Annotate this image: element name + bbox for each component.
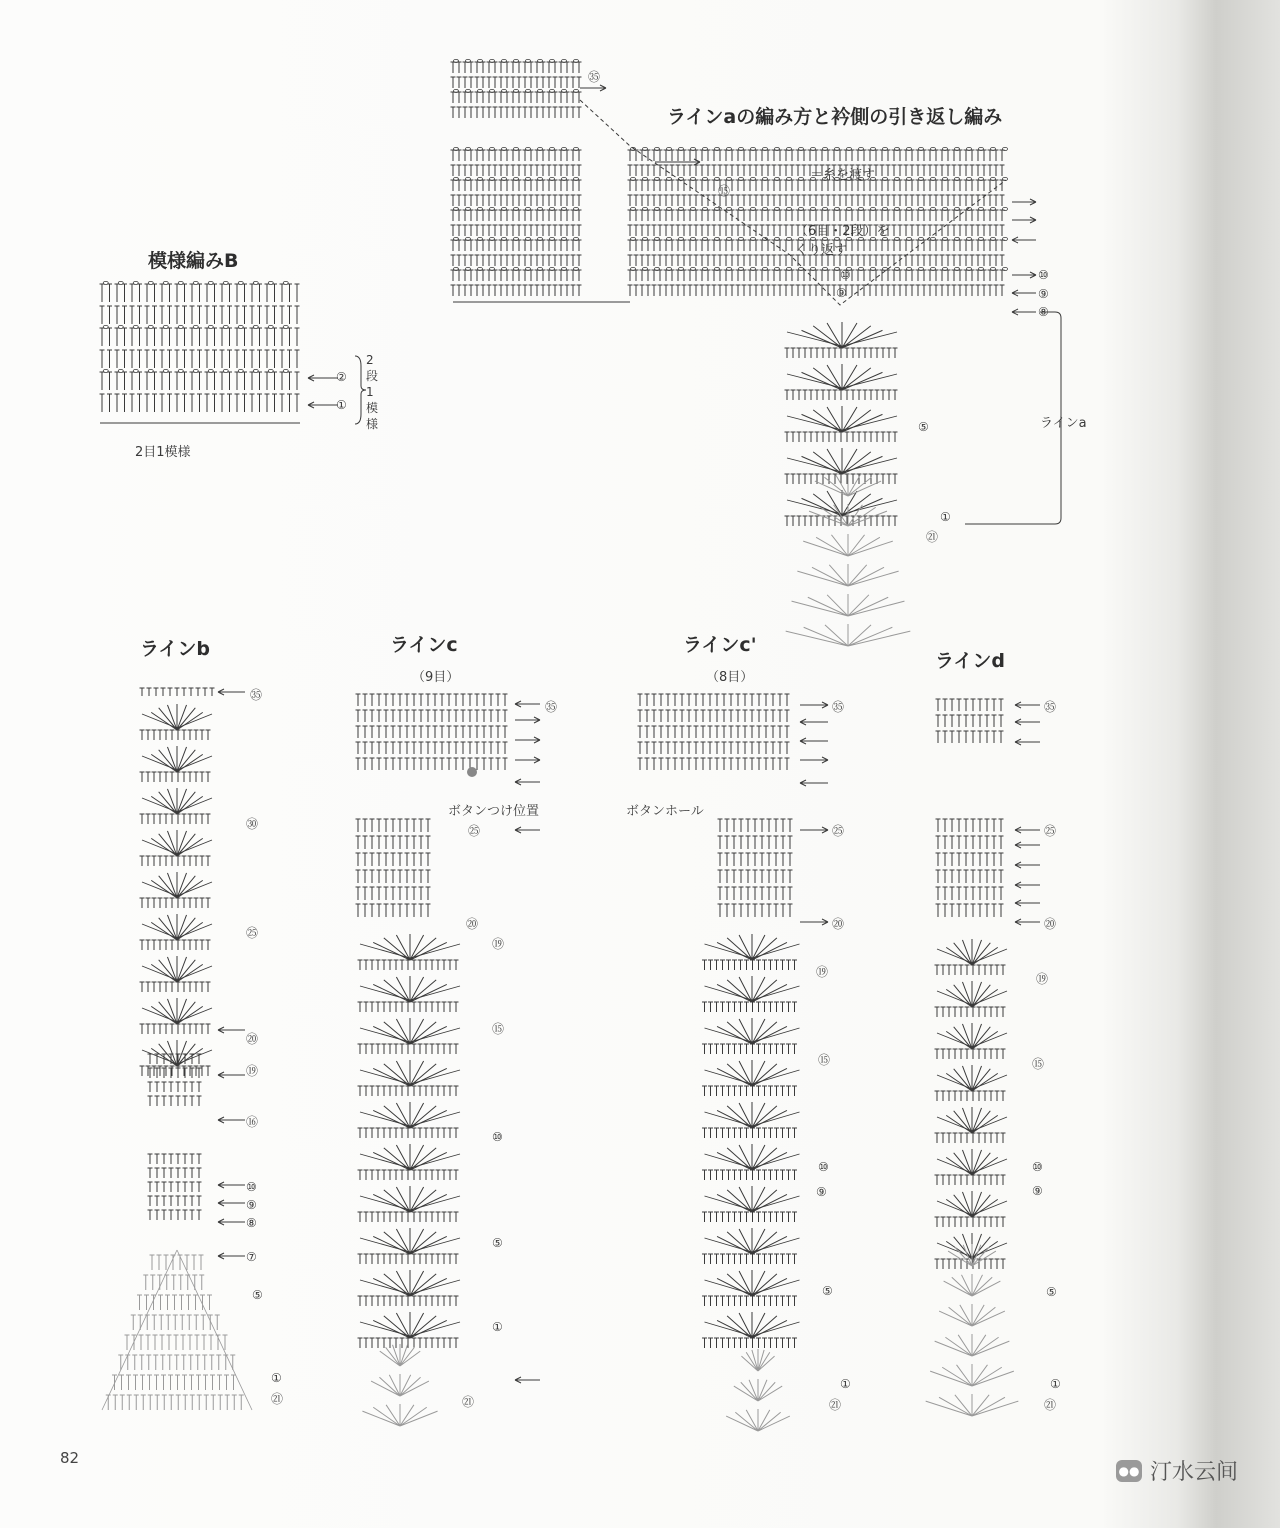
row-number: ⑩ — [246, 1180, 257, 1194]
stitch-row — [638, 710, 790, 722]
stitch-row — [148, 1154, 202, 1164]
fan-motif — [741, 1349, 774, 1371]
row-number: ① — [336, 398, 347, 412]
row-arrow — [580, 85, 606, 91]
row-number: ⑧ — [246, 1216, 257, 1230]
stitch-row — [935, 1049, 1006, 1059]
row-number: ① — [940, 510, 951, 524]
row-arrow — [308, 402, 338, 408]
fan-motif — [373, 1018, 447, 1044]
stitch-row — [100, 284, 300, 302]
row-number: ㉚ — [246, 817, 259, 831]
stitch-row — [140, 814, 211, 824]
stitch-row — [718, 870, 793, 883]
pattern-b-stitch-repeat: 2目1模様 — [135, 445, 191, 460]
button-marker — [467, 767, 477, 777]
row-number: ⑩ — [1032, 1160, 1043, 1174]
fan-motif — [802, 406, 883, 432]
stitch-row — [638, 694, 790, 706]
row-arrow — [1015, 702, 1040, 708]
stitch-row — [638, 726, 790, 738]
row-arrow — [515, 779, 540, 785]
fan-motif — [717, 976, 787, 1002]
fan-motif — [815, 474, 881, 496]
stitch-row — [112, 1375, 236, 1390]
stitch-row — [628, 195, 1005, 206]
row-arrow — [800, 780, 828, 786]
fan-motif — [373, 1186, 447, 1212]
stitch-row — [106, 1395, 244, 1410]
fan-motif — [946, 1191, 998, 1217]
row-number: ① — [1050, 1377, 1061, 1391]
row-arrow — [1015, 827, 1040, 833]
stitch-row — [936, 715, 1004, 727]
stitch-row — [358, 1002, 459, 1012]
stitch-row — [785, 474, 898, 484]
row-number: ⑳ — [246, 1032, 259, 1046]
row-arrow — [1015, 882, 1040, 888]
row-number: ⑤ — [252, 1288, 263, 1302]
row-number: ⑮ — [1032, 1057, 1045, 1071]
stitch-row — [451, 195, 582, 206]
chain-row — [631, 207, 1008, 210]
fan-motif — [373, 934, 447, 960]
row-arrow — [218, 1200, 245, 1206]
stitch-row — [718, 836, 793, 849]
chain-row — [631, 267, 1008, 270]
stitch-row — [451, 92, 582, 103]
stitch-row — [100, 394, 300, 412]
row-number: ㉑ — [462, 1395, 475, 1409]
stitch-row — [356, 836, 431, 849]
line-d-title: ラインd — [935, 650, 1006, 672]
stitch-row — [638, 742, 790, 754]
row-arrow — [800, 719, 828, 725]
stitch-row — [140, 772, 211, 782]
stitch-row — [140, 982, 211, 992]
fan-motif — [373, 1312, 447, 1338]
stitch-row — [148, 1210, 202, 1220]
row-number: ⑩ — [1038, 268, 1049, 282]
row-number: ② — [336, 370, 347, 384]
fan-motif — [926, 1394, 1019, 1416]
row-number: ⑲ — [246, 1064, 259, 1078]
fan-motif — [717, 1102, 787, 1128]
stitch-row — [356, 710, 508, 722]
stitch-row — [150, 1255, 204, 1270]
fan-motif — [717, 1228, 787, 1254]
stitch-row — [702, 1002, 797, 1012]
row-arrow — [515, 701, 540, 707]
fan-motif — [935, 1334, 1010, 1356]
fan-motif — [717, 1018, 787, 1044]
stitch-row — [356, 870, 431, 883]
stitch-row — [936, 853, 1004, 866]
fan-motif — [786, 624, 911, 646]
fan-motif — [151, 914, 203, 940]
fan-motif — [373, 976, 447, 1002]
fan-motif — [362, 1404, 437, 1426]
fan-motif — [151, 872, 203, 898]
line-c-width: （9目） — [412, 670, 460, 685]
row-number: ⑨ — [1032, 1184, 1043, 1198]
row-arrow — [1012, 309, 1036, 315]
stitch-row — [628, 150, 1005, 161]
stitch-row — [356, 904, 431, 917]
fan-motif — [726, 1409, 790, 1431]
line-c-prime-title: ラインc' — [683, 634, 757, 656]
stitch-row — [936, 699, 1004, 711]
row-number: ⑨ — [816, 1185, 827, 1199]
stitch-row — [935, 1007, 1006, 1017]
line-a-label: ラインa — [1040, 416, 1087, 431]
row-number: ⑤ — [822, 1284, 833, 1298]
row-arrow — [1015, 739, 1040, 745]
row-number: ① — [840, 1377, 851, 1391]
fan-motif — [717, 1312, 787, 1338]
stitch-row — [100, 328, 300, 346]
fan-motif — [373, 1102, 447, 1128]
row-number: ㉕ — [246, 926, 259, 940]
stitch-row — [718, 887, 793, 900]
stitch-row — [718, 853, 793, 866]
stitch-row — [638, 758, 790, 770]
stitch-row — [148, 1196, 202, 1206]
row-arrow — [800, 919, 828, 925]
row-arrow — [800, 757, 828, 763]
row-number: ⑮ — [492, 1022, 505, 1036]
stitch-row — [451, 285, 582, 296]
line-c-prime-width: （8目） — [706, 670, 754, 685]
stitch-row — [131, 1315, 220, 1330]
row-number: ㉟ — [1044, 700, 1057, 714]
stitch-row — [936, 731, 1004, 743]
row-number: ㉑ — [1044, 1398, 1057, 1412]
stitch-row — [702, 1212, 797, 1222]
stitch-row — [935, 965, 1006, 975]
stitch-row — [451, 255, 582, 266]
fan-motif — [717, 1186, 787, 1212]
fan-motif — [802, 322, 883, 348]
repeat-note-line1: （6目・2段）を — [795, 224, 890, 239]
row-number: ㉟ — [545, 700, 558, 714]
row-arrow — [800, 738, 828, 744]
fan-motif — [717, 1060, 787, 1086]
row-arrow — [1015, 900, 1040, 906]
stitch-row — [140, 940, 211, 950]
pattern-b-title: 模様編みB — [148, 250, 239, 272]
button-hole-label: ボタンホール — [626, 804, 704, 819]
fan-motif — [946, 1023, 998, 1049]
stitch-row — [148, 1096, 202, 1106]
fan-motif — [946, 939, 998, 965]
row-arrow — [1015, 919, 1040, 925]
page-number: 82 — [60, 1449, 80, 1467]
stitch-row — [140, 730, 211, 740]
row-number: ㉕ — [832, 824, 845, 838]
row-number: ⑩ — [818, 1160, 829, 1174]
row-number: ⑤ — [492, 1236, 503, 1250]
row-number: ⑲ — [1036, 972, 1049, 986]
repeat-note-line2: くり返す — [795, 243, 848, 258]
fan-motif — [946, 981, 998, 1007]
stitch-row — [451, 150, 582, 161]
stitch-row — [356, 887, 431, 900]
row-arrow — [218, 1253, 245, 1259]
line-a-method-title: ラインaの編み方と衿側の引き返し編み — [667, 106, 1003, 128]
row-number: ⑮ — [718, 184, 731, 198]
fan-motif — [792, 594, 905, 616]
fan-motif — [373, 1228, 447, 1254]
stitch-row — [935, 1091, 1006, 1101]
stitch-row — [785, 390, 898, 400]
stitch-row — [936, 887, 1004, 900]
row-number: ⑩ — [840, 268, 851, 282]
chain-row — [631, 147, 1008, 150]
stitch-row — [358, 1128, 459, 1138]
row-number: ⑳ — [1044, 917, 1057, 931]
pattern-b-row-repeat: 2段1模様 — [366, 353, 379, 431]
wechat-icon: ●● — [1116, 1460, 1142, 1482]
fan-motif — [151, 788, 203, 814]
row-arrow — [515, 1377, 540, 1383]
stitch-row — [356, 694, 508, 706]
fan-motif — [946, 1065, 998, 1091]
row-number: ㉟ — [250, 688, 263, 702]
row-number: ⑯ — [246, 1115, 259, 1129]
row-arrow — [800, 702, 828, 708]
stitch-row — [148, 1182, 202, 1192]
row-number: ① — [271, 1371, 282, 1385]
fan-motif — [809, 504, 887, 526]
stitch-row — [936, 836, 1004, 849]
stitch-row — [140, 1024, 211, 1034]
row-number: ㉕ — [1044, 824, 1057, 838]
stitch-row — [356, 726, 508, 738]
stitch-row — [451, 270, 582, 281]
row-arrow — [218, 1072, 245, 1078]
fan-motif — [802, 448, 883, 474]
stitch-row — [702, 1338, 797, 1348]
row-number: ㉑ — [829, 1398, 842, 1412]
button-position-label: ボタンつけ位置 — [448, 804, 540, 819]
stitch-row — [785, 348, 898, 358]
stitch-row — [451, 225, 582, 236]
stitch-row — [140, 898, 211, 908]
row-arrow — [1012, 217, 1036, 223]
stitch-row — [356, 742, 508, 754]
row-number: ㉟ — [588, 70, 601, 84]
stitch-row — [628, 270, 1005, 281]
yarn-legend: ＝糸を渡す — [810, 168, 876, 183]
fan-motif — [373, 1060, 447, 1086]
stitch-row — [358, 1044, 459, 1054]
row-number: ⑲ — [492, 937, 505, 951]
stitch-row — [148, 1082, 202, 1092]
fan-motif — [944, 1274, 1001, 1296]
fan-motif — [717, 934, 787, 960]
row-arrow — [218, 1182, 245, 1188]
stitch-row — [702, 1086, 797, 1096]
stitch-row — [100, 372, 300, 390]
stitch-row — [100, 306, 300, 324]
row-number: ⑧ — [1038, 305, 1049, 319]
row-number: ⑨ — [1038, 287, 1049, 301]
fan-motif — [151, 830, 203, 856]
stitch-row — [125, 1335, 228, 1350]
row-arrow — [218, 1117, 245, 1123]
row-arrow — [1012, 272, 1036, 278]
stitch-row — [718, 904, 793, 917]
stitch-row — [702, 1254, 797, 1264]
row-number: ⑨ — [246, 1198, 257, 1212]
stitch-row — [935, 1175, 1006, 1185]
row-number: ㉑ — [926, 530, 939, 544]
stitch-row — [451, 240, 582, 251]
stitch-row — [358, 960, 459, 970]
row-number: ⑮ — [818, 1053, 831, 1067]
stitch-row — [358, 1254, 459, 1264]
stitch-row — [358, 1338, 459, 1348]
line-c-title: ラインc — [390, 634, 458, 656]
bracket — [355, 356, 366, 424]
row-arrow — [218, 689, 245, 695]
stitch-row — [140, 688, 215, 696]
row-number: ① — [492, 1320, 503, 1334]
row-arrow — [1015, 862, 1040, 868]
row-number: ⑳ — [466, 917, 479, 931]
stitch-row — [148, 1168, 202, 1178]
fan-motif — [380, 1344, 420, 1366]
fan-motif — [930, 1364, 1014, 1386]
stitch-row — [451, 165, 582, 176]
fan-motif — [802, 490, 883, 516]
fan-motif — [734, 1379, 782, 1401]
fan-motif — [151, 998, 203, 1024]
fan-motif — [939, 1304, 1005, 1326]
row-number: ⑤ — [1046, 1285, 1057, 1299]
stitch-row — [451, 180, 582, 191]
fan-motif — [717, 1144, 787, 1170]
row-arrow — [515, 827, 540, 833]
fan-motif — [371, 1374, 429, 1396]
fan-motif — [717, 1270, 787, 1296]
stitch-row — [451, 210, 582, 221]
stitch-row — [358, 1296, 459, 1306]
row-arrow — [515, 717, 540, 723]
stitch-row — [702, 960, 797, 970]
fan-motif — [803, 534, 893, 556]
row-arrow — [515, 737, 540, 743]
stitch-row — [100, 350, 300, 368]
stitch-row — [936, 870, 1004, 883]
row-arrow — [1012, 290, 1036, 296]
fan-motif — [946, 1149, 998, 1175]
stitch-row — [148, 1068, 202, 1078]
stitch-row — [118, 1355, 235, 1370]
row-arrow — [218, 1219, 245, 1225]
stitch-row — [358, 1212, 459, 1222]
row-arrow — [515, 757, 540, 763]
fan-motif — [151, 956, 203, 982]
row-number: ㉑ — [271, 1392, 284, 1406]
fan-motif — [151, 1040, 203, 1066]
stitch-row — [936, 819, 1004, 832]
stitch-row — [702, 1128, 797, 1138]
stitch-row — [718, 819, 793, 832]
row-number: ㉟ — [832, 700, 845, 714]
stitch-row — [935, 1133, 1006, 1143]
row-arrow — [1015, 842, 1040, 848]
fan-motif — [797, 564, 898, 586]
stitch-row — [702, 1296, 797, 1306]
row-arrow — [1015, 719, 1040, 725]
stitch-row — [356, 819, 431, 832]
stitch-row — [702, 1170, 797, 1180]
watermark-text: 汀水云间 — [1149, 1460, 1238, 1485]
stitch-row — [358, 1170, 459, 1180]
row-number: ⑤ — [918, 420, 929, 434]
watermark — [1116, 1455, 1238, 1486]
row-number: ⑳ — [832, 917, 845, 931]
stitch-row — [356, 853, 431, 866]
fan-motif — [151, 746, 203, 772]
row-arrow — [218, 1027, 245, 1033]
fan-motif — [373, 1144, 447, 1170]
stitch-row — [785, 432, 898, 442]
fan-motif — [802, 364, 883, 390]
row-arrow — [308, 375, 338, 381]
row-arrow — [1012, 237, 1036, 243]
row-arrow — [800, 827, 828, 833]
row-number: ⑩ — [492, 1130, 503, 1144]
stitch-row — [140, 856, 211, 866]
line-b-title: ラインb — [140, 638, 211, 660]
fan-motif — [151, 704, 203, 730]
stitch-row — [451, 107, 582, 118]
row-number: ㉕ — [468, 824, 481, 838]
fan-motif — [946, 1107, 998, 1133]
fan-motif — [373, 1270, 447, 1296]
row-number: ⑲ — [816, 965, 829, 979]
row-number: ⑨ — [836, 286, 847, 300]
stitch-row — [628, 285, 1005, 296]
stitch-row — [137, 1295, 212, 1310]
stitch-row — [935, 1217, 1006, 1227]
row-arrow — [1012, 199, 1036, 205]
row-number: ⑦ — [246, 1250, 257, 1264]
stitch-row — [356, 758, 508, 770]
stitch-row — [358, 1086, 459, 1096]
stitch-row — [451, 77, 582, 88]
stitch-row — [451, 62, 582, 73]
stitch-row — [936, 904, 1004, 917]
stitch-row — [702, 1044, 797, 1054]
